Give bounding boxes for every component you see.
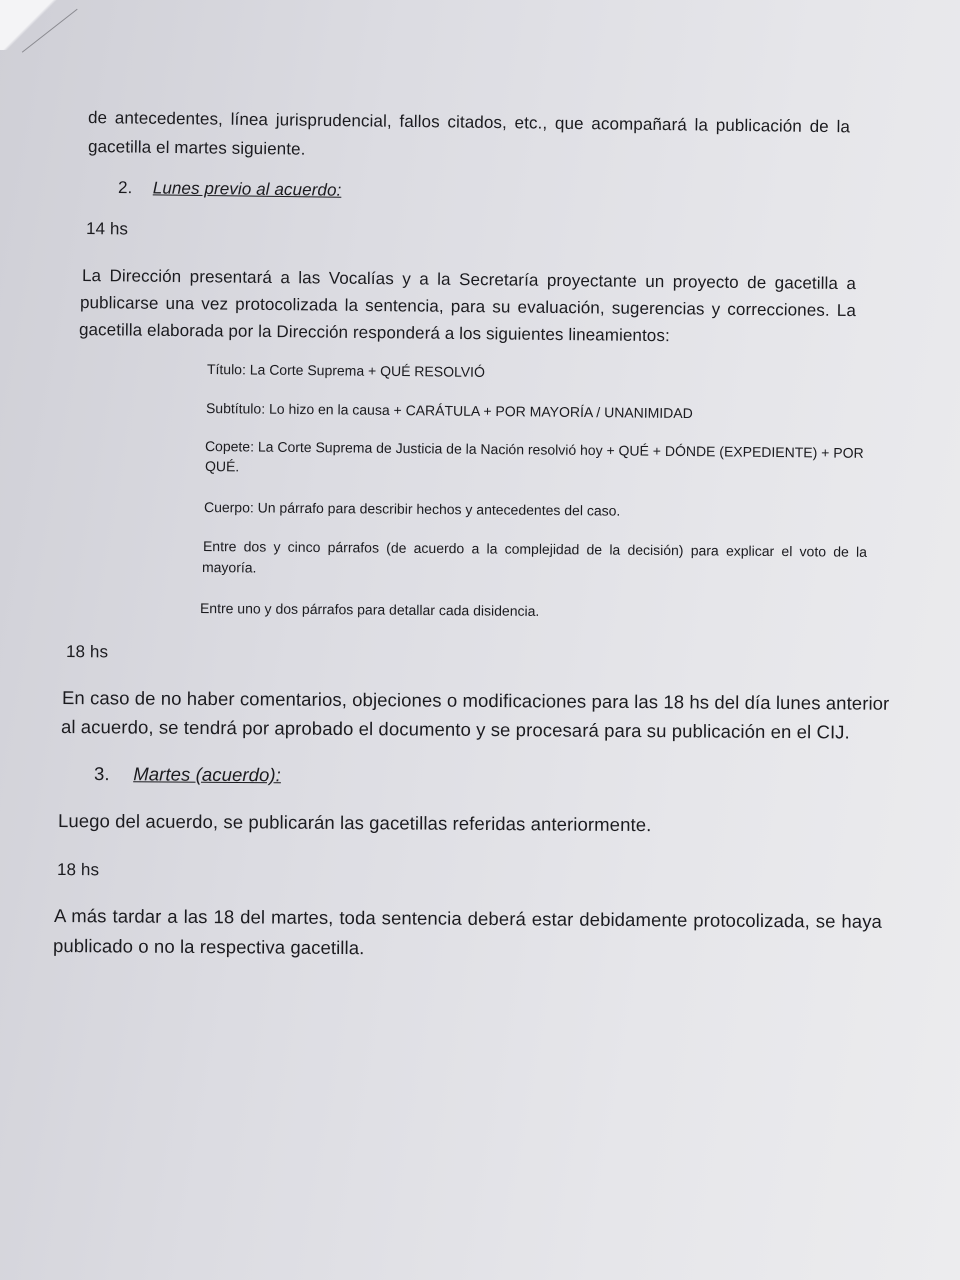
guideline-entre-uno: Entre uno y dos párrafos para detallar cada disidencia. bbox=[199, 600, 540, 619]
section-3-para2-line-1: A más tardar a las 18 del martes, toda sentencia deberá estar debidamente protocolizada, se haya bbox=[53, 905, 883, 932]
section-2-para2-line-1: En caso de no haber comentarios, objeciones o modificaciones para las 18 hs del día lunes anterior bbox=[61, 687, 890, 714]
page-corner-fold bbox=[0, 0, 60, 50]
section-3-number: 3. bbox=[93, 763, 110, 785]
guideline-cuerpo: Cuerpo: Un párrafo para describir hechos y antecedentes del caso. bbox=[203, 499, 621, 519]
guideline-copete-line-2: QUÉ. bbox=[204, 458, 240, 475]
section-2-para2-line-2: al acuerdo, se tendrá por aprobado el documento y se procesará para su publicación en el CIJ. bbox=[60, 716, 850, 743]
section-2-para-line-3: gacetilla elaborada por la Dirección responderá a los siguientes lineamientos: bbox=[78, 320, 670, 346]
section-2-number: 2. bbox=[117, 178, 133, 198]
section-2-title: Lunes previo al acuerdo: bbox=[152, 178, 342, 200]
section-2-heading bbox=[118, 178, 342, 201]
section-3-para-line-1: Luego del acuerdo, se publicarán las gacetillas referidas anteriormente. bbox=[57, 810, 652, 836]
intro-line-2: gacetilla el martes siguiente. bbox=[87, 137, 306, 159]
section-3-para2-line-2: publicado o no la respectiva gacetilla. bbox=[52, 935, 365, 959]
section-3-heading bbox=[94, 763, 281, 786]
guideline-copete-line-1: Copete: La Corte Suprema de Justicia de la Nación resolvió hoy + QUÉ + DÓNDE (EXPEDIENTE) + POR bbox=[204, 438, 864, 461]
section-2-para-line-2: publicarse una vez protocolizada la sentencia, para su evaluación, sugerencias y correcciones. La bbox=[79, 293, 857, 321]
guideline-entre-dos-line-1: Entre dos y cinco párrafos (de acuerdo a la complejidad de la decisión) para explicar el voto de la bbox=[202, 538, 868, 560]
intro-line-1: de antecedentes, línea jurisprudencial, fallos citados, etc., que acompañará la publicación de la bbox=[87, 108, 851, 137]
guideline-entre-dos-line-2: mayoría. bbox=[201, 559, 257, 576]
section-3-title: Martes (acuerdo): bbox=[133, 763, 282, 786]
time-label-18hs-tuesday: 18 hs bbox=[56, 860, 100, 880]
guideline-titulo: Título: La Corte Suprema + QUÉ RESOLVIÓ bbox=[206, 361, 485, 380]
time-label-14hs: 14 hs bbox=[85, 219, 129, 239]
section-2-para-line-1: La Dirección presentará a las Vocalías y a la Secretaría proyectante un proyecto de gacetilla a bbox=[81, 266, 857, 294]
guideline-subtitulo: Subtítulo: Lo hizo en la causa + CARÁTULA + POR MAYORÍA / UNANIMIDAD bbox=[205, 400, 693, 422]
time-label-18hs-monday: 18 hs bbox=[65, 642, 109, 662]
